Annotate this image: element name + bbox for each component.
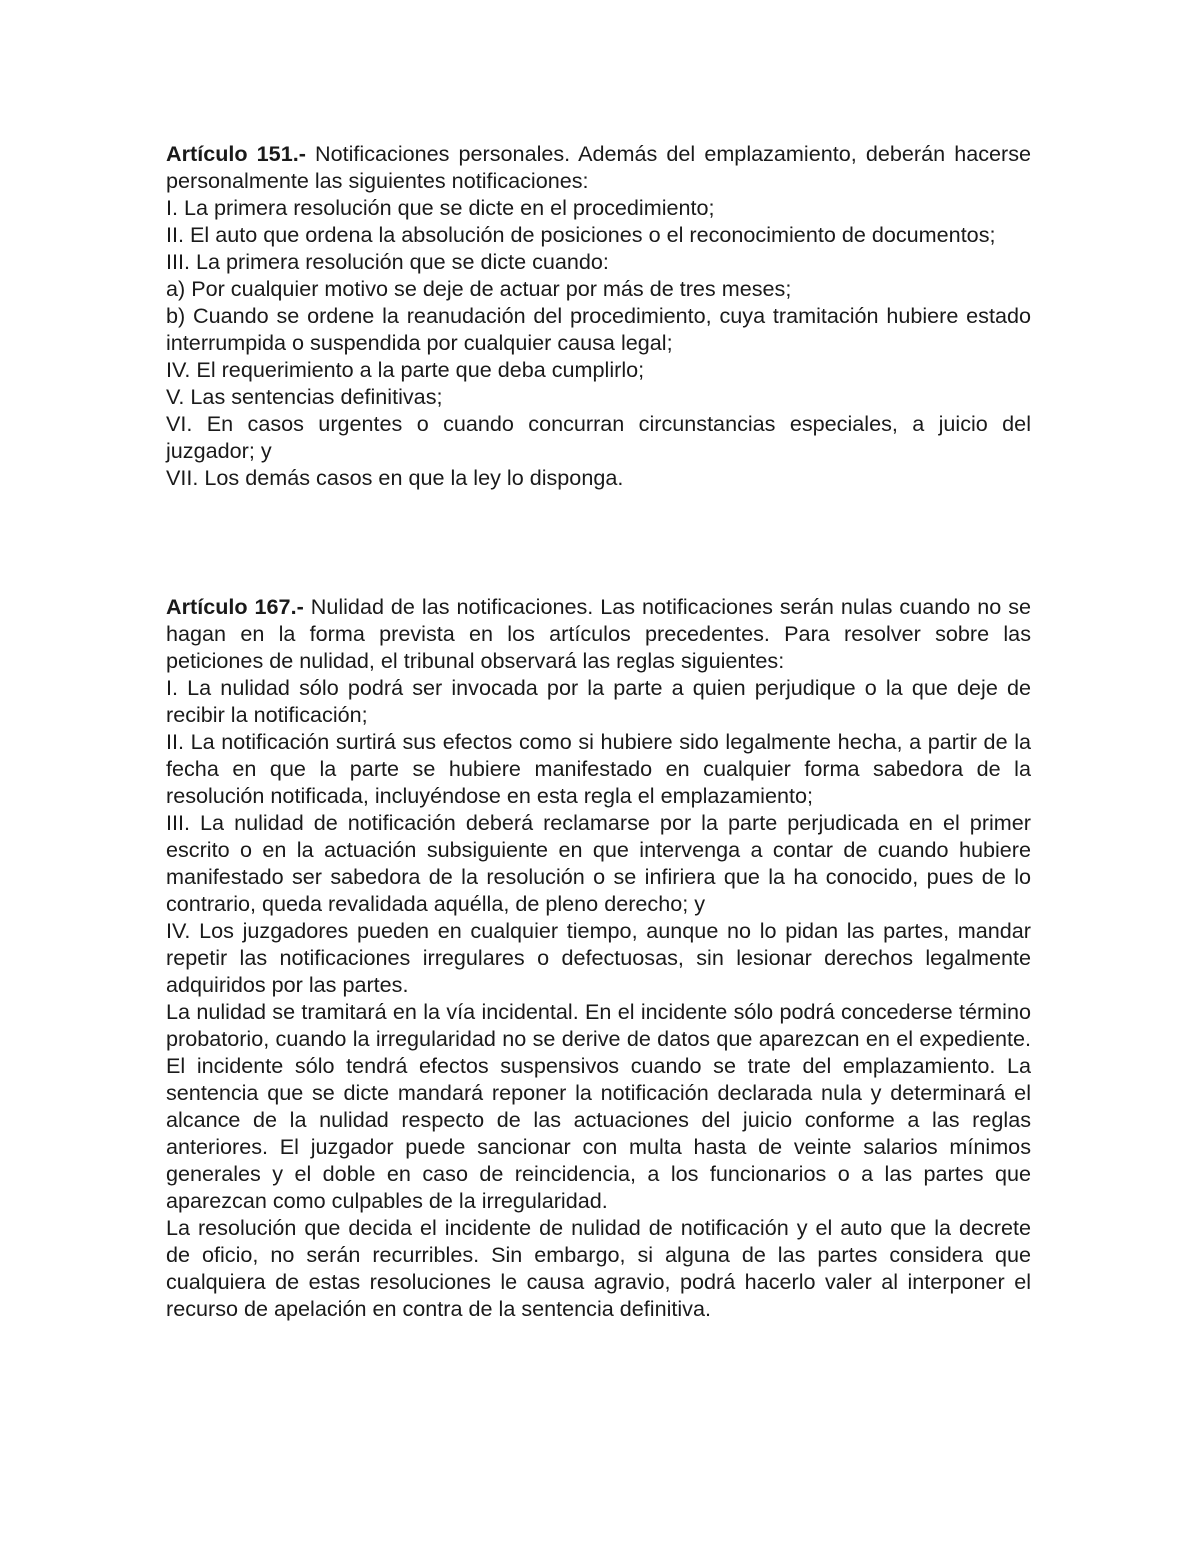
list-item: III. La primera resolución que se dicte cuando: [166,249,609,274]
body-paragraph: La resolución que decida el incidente de nulidad de notificación y el auto que la decrete de oficio, no serán recurribles. Sin embargo, si alguna de las partes considera que cualquiera de estas resoluciones le causa agravio, podrá hacerlo valer al interponer el recurso de apelación en contra de la sentencia definitiva. [166,1215,1031,1321]
body-paragraph: La nulidad se tramitará en la vía incidental. En el incidente sólo podrá concederse término probatorio, cuando la irregularidad no se derive de datos que aparezcan en el expediente. El incidente sólo tendrá efectos suspensivos cuando se trate del emplazamiento. La sentencia que se dicte mandará reponer la notificación declarada nula y determinará el alcance de la nulidad respecto de las actuaciones del juicio conforme a las reglas anteriores. El juzgador puede sancionar con multa hasta de veinte salarios mínimos generales y el doble en caso de reincidencia, a los funcionarios o a las partes que aparezcan como culpables de la irregularidad. [166,999,1031,1213]
list-item: IV. Los juzgadores pueden en cualquier tiempo, aunque no lo pidan las partes, mandar repetir las notificaciones irregulares o defectuosas, sin lesionar derechos legalmente adquiridos por las partes. [166,918,1031,997]
article-intro [166,140,1031,194]
list-item: V. Las sentencias definitivas; [166,384,443,409]
list-item: IV. El requerimiento a la parte que deba cumplirlo; [166,357,645,382]
article-intro-text: Notificaciones personales. Además del emplazamiento, deberán hacerse personalmente las siguientes notificaciones: [166,141,1032,193]
article-heading: Artículo 151.- [166,141,306,166]
list-item: VII. Los demás casos en que la ley lo disponga. [166,465,624,490]
article-intro [166,593,1031,674]
article-intro-text: Nulidad de las notificaciones. Las notificaciones serán nulas cuando no se hagan en la forma prevista en los artículos precedentes. Para resolver sobre las peticiones de nulidad, el tribunal observará las reglas siguientes: [166,594,1031,673]
list-item: b) Cuando se ordene la reanudación del procedimiento, cuya tramitación hubiere estado interrumpida o suspendida por cualquier causa legal; [166,303,1031,355]
list-item: I. La primera resolución que se dicte en el procedimiento; [166,195,715,220]
list-item: II. El auto que ordena la absolución de posiciones o el reconocimiento de documentos; [166,222,996,247]
list-item: VI. En casos urgentes o cuando concurran circunstancias especiales, a juicio del juzgador; y [166,411,1031,463]
list-item: I. La nulidad sólo podrá ser invocada por la parte a quien perjudique o la que deje de recibir la notificación; [166,675,1031,727]
article-167 [166,593,1031,1322]
list-item: a) Por cualquier motivo se deje de actuar por más de tres meses; [166,276,792,301]
list-item: III. La nulidad de notificación deberá reclamarse por la parte perjudicada en el primer escrito o en la actuación subsiguiente en que intervenga a contar de cuando hubiere manifestado ser sabedora de la resolución o se infiriera que la ha conocido, pues de lo contrario, queda revalidada aquélla, de pleno derecho; y [166,810,1031,916]
list-item: II. La notificación surtirá sus efectos como si hubiere sido legalmente hecha, a partir de la fecha en que la parte se hubiere manifestado en cualquier forma sabedora de la resolución notificada, incluyéndose en esta regla el emplazamiento; [166,729,1031,808]
article-151 [166,140,1031,491]
article-heading: Artículo 167.- [166,594,304,619]
